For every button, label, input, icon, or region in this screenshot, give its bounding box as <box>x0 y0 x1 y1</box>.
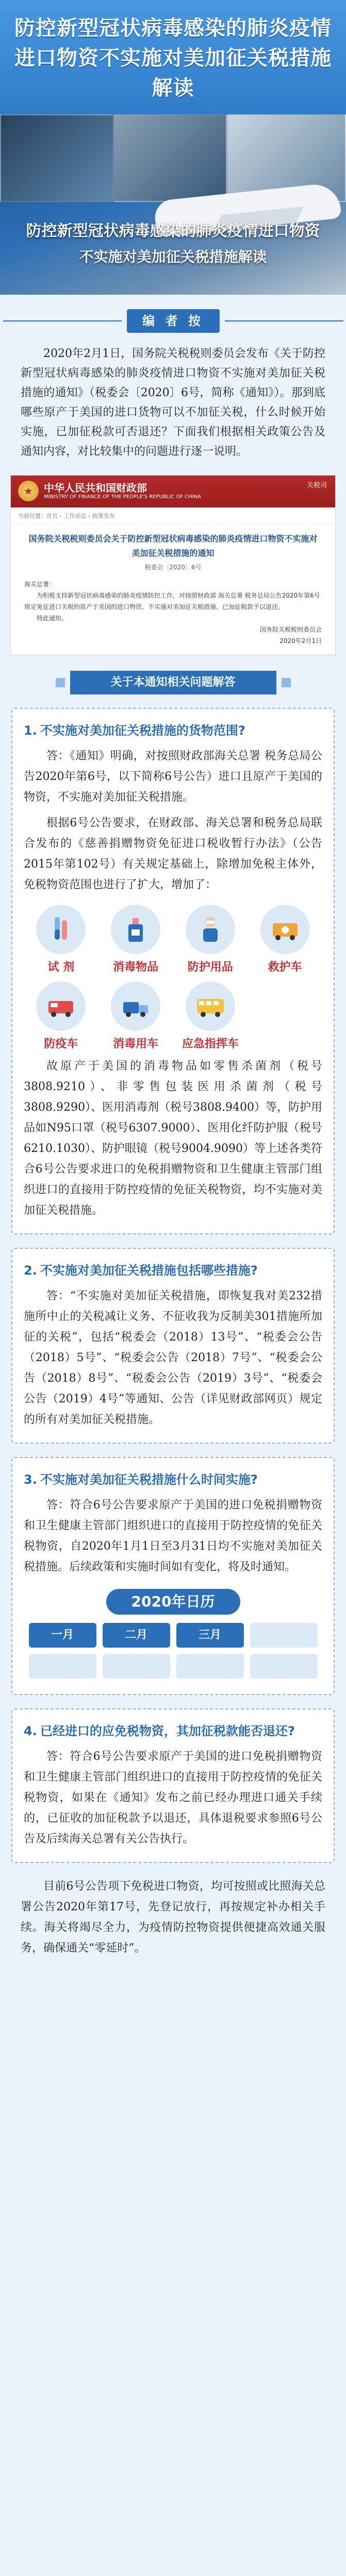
document-closing: 特此通知。 <box>37 615 68 622</box>
qa-card-1 <box>11 708 335 1234</box>
disinfectant-icon <box>111 905 160 954</box>
qa-card-4 <box>11 1708 335 1863</box>
answer-paragraph: 答：“不实施对美加征关税措施，即恢复我对美232措施所中止的关税减让义务、不征收我为反制美301措施所加征的关税”，包括“税委会（2018）13号”、“税委会公告（2018）5号”、“税委会公告（2018）7号”、“税委会公告（2018）8号”、“税委会公告（2019）3号”、“税委会公告（2019）4号”等通知、公告（详见财政部网页）规定的所有对美加征关税措施。 <box>24 1290 322 1426</box>
epidemic-vehicle-icon <box>36 981 86 1031</box>
icon-label: 试 剂 <box>47 961 75 974</box>
question-1 <box>24 720 322 741</box>
question-number: 3. <box>24 1472 37 1487</box>
ministry-name: 中华人民共和国财政部 <box>44 482 147 494</box>
question-2 <box>24 1260 322 1281</box>
icon-label: 防疫车 <box>44 1038 78 1050</box>
ambulance-icon <box>260 905 310 954</box>
document-body <box>11 577 335 655</box>
banner-line-1: 防控新型冠状病毒感染的肺炎疫情进口物资 <box>26 222 320 240</box>
answer-paragraph: 根据6号公告要求，在财政部、海关总署和税务总局联合发布的《慈善捐赠物资免征进口税收暂行办法》（公告2015年第102号）有关规定基础上，除增加免税主体外，免税物资范围也进行了扩大，增加了： <box>24 817 322 891</box>
banner-line-2: 不实施对美加征关税措施解读 <box>79 248 267 265</box>
qa-card-2 <box>11 1248 335 1444</box>
banner-photo-cargo <box>113 114 227 202</box>
answer-paragraph: 故原产于美国的消毒物品如零售杀菌剂（税号3808.9210）、非零售包装医用杀菌剂（税号3808.9290）、医用消毒剂（税号3808.9400）等，防护用品如N95口罩（税号6307.9000）、医用化纤防护服（税号6210.1030）、防护眼镜（税号9004.9090）等上述各类符合6号公告要求进口的免税捐赠物资和卫生健康主管部门组织进口的直接用于防控疫情的免征关税物资，均不实施对美加征关税措施。 <box>24 1060 322 1217</box>
calendar-months <box>29 1623 318 1679</box>
month-blank <box>176 1654 244 1679</box>
breadcrumb: 当前位置：首页 › 工作动态 › 政策发布 <box>11 507 335 524</box>
month-march: 三月 <box>176 1623 244 1648</box>
question-text: 已经进口的应免税物资，其加征税款能否退还? <box>40 1724 295 1738</box>
answer-paragraph: 答：符合6号公告要求原产于美国的进口免税捐赠物资和卫生健康主管部门组织进口的直接用于防控疫情的免征关税物资，如果在《通知》发布之前已经办理进口通关手续的，已征收的加征税款予以退还，具体退税要求参照6号公告及后续海关总署有关公告执行。 <box>24 1750 322 1845</box>
month-blank <box>250 1623 318 1648</box>
document-number: 税委会〔2020〕6号 <box>144 564 202 571</box>
icon-item <box>24 981 98 1051</box>
command-bus-icon <box>186 981 235 1031</box>
office-label: 关税司 <box>306 482 327 489</box>
icon-label: 防护用品 <box>187 961 233 974</box>
answer-paragraph: 答：《通知》明确，对按照财政部海关总署 税务总局公告2020年第6号，以下简称6号公告）进口且原产于美国的物资，不实施对美加征关税措施。 <box>24 750 322 804</box>
question-4 <box>24 1721 322 1741</box>
document-salutation: 海关总署： <box>24 581 56 588</box>
icon-label: 救护车 <box>268 961 302 974</box>
icon-label: 消毒用车 <box>113 1038 159 1050</box>
icon-item <box>248 905 322 974</box>
disinfection-truck-icon <box>111 981 160 1031</box>
banner-photo-workers <box>0 114 113 202</box>
question-text: 不实施对美加征关税措施什么时间实施? <box>40 1472 258 1487</box>
month-february: 二月 <box>103 1623 170 1648</box>
mof-header <box>11 476 335 507</box>
test-tube-icon <box>36 905 86 954</box>
month-blank <box>103 1654 170 1679</box>
banner-headline <box>0 218 346 270</box>
hero-banner <box>0 114 346 295</box>
document-title: 国务院关税税则委员会关于防控新型冠状病毒感染的肺炎疫情进口物资不实施对美加征关税措施的通知 <box>28 534 318 558</box>
icon-item <box>24 905 98 974</box>
calendar-graphic <box>29 1589 318 1679</box>
question-number: 4. <box>24 1724 37 1738</box>
icon-item <box>98 905 173 974</box>
closing-paragraph: 目前6号公告项下免税进口物资，均可按照或比照海关总署公告2020年第17号，先登记放行，再按规定补办相关手续。海关将竭尽全力，为疫情防控物资提供便捷高效通关服务，确保通关“零延时”。 <box>21 1880 325 1955</box>
document-paragraph: 为积极支持新型冠状病毒感染的肺炎疫情防控工作，对按照财政部 海关总署 税务总局公告2020年第6号规定免征进口关税的原产于美国的进口物资，不实施对美加征关税措施。已加征税款予以退还。 <box>24 592 320 611</box>
icon-item <box>173 981 248 1051</box>
question-text: 不实施对美加征关税措施包括哪些措施? <box>40 1263 258 1278</box>
section-title: 关于本通知相关问题解答 <box>70 671 276 694</box>
editor-note-badge: 编 者 按 <box>127 309 220 333</box>
question-number: 2. <box>24 1263 37 1278</box>
icon-item <box>173 905 248 974</box>
editor-note-text: 2020年2月1日，国务院关税税则委员会发布《关于防控新型冠状病毒感染的肺炎疫情进口物资不实施对美加征关税措施的通知》（税委会〔2020〕6号，简称《通知》）。那到底哪些原产于美国的进口货物可以不加征关税，什么时候开始实施，已加征税款可否退还？下面我们根据相关政策公告及通知内容，对比较集中的问题进行逐一说明。 <box>21 347 325 458</box>
icon-label: 应急指挥车 <box>182 1038 239 1050</box>
protective-suit-icon <box>186 905 235 954</box>
answer-paragraph: 答：符合6号公告要求原产于美国的进口免税捐赠物资和卫生健康主管部门组织进口的直接用于防控疫情的免征关税物资，自2020年1月1日至3月31日均不实施对美加征关税措施。后续政策和实施时间如有变化，将及时通知。 <box>24 1499 322 1573</box>
document-date: 2020年2月1日 <box>279 637 322 645</box>
mof-document-screenshot <box>10 475 336 655</box>
month-blank <box>29 1654 96 1679</box>
page-title: 防控新型冠状病毒感染的肺炎疫情进口物资不实施对美加征关税措施解读 <box>0 0 346 114</box>
ministry-name-en: MINISTRY OF FINANCE OF THE PEOPLE'S REPUBLIC OF CHINA <box>44 494 201 500</box>
question-number: 1. <box>24 723 37 738</box>
icon-label: 消毒物品 <box>113 961 159 974</box>
qa-card-3 <box>11 1457 335 1695</box>
supply-icon-grid <box>24 905 322 1051</box>
national-emblem-icon: ★ <box>18 481 39 501</box>
month-january: 一月 <box>29 1623 96 1648</box>
document-signer: 国务院关税税则委员会 <box>259 626 322 633</box>
icon-item <box>98 981 173 1051</box>
calendar-title: 2020年日历 <box>106 1589 240 1615</box>
question-text: 不实施对美加征关税措施的货物范围? <box>40 723 245 738</box>
month-blank <box>250 1654 318 1679</box>
question-3 <box>24 1469 322 1490</box>
